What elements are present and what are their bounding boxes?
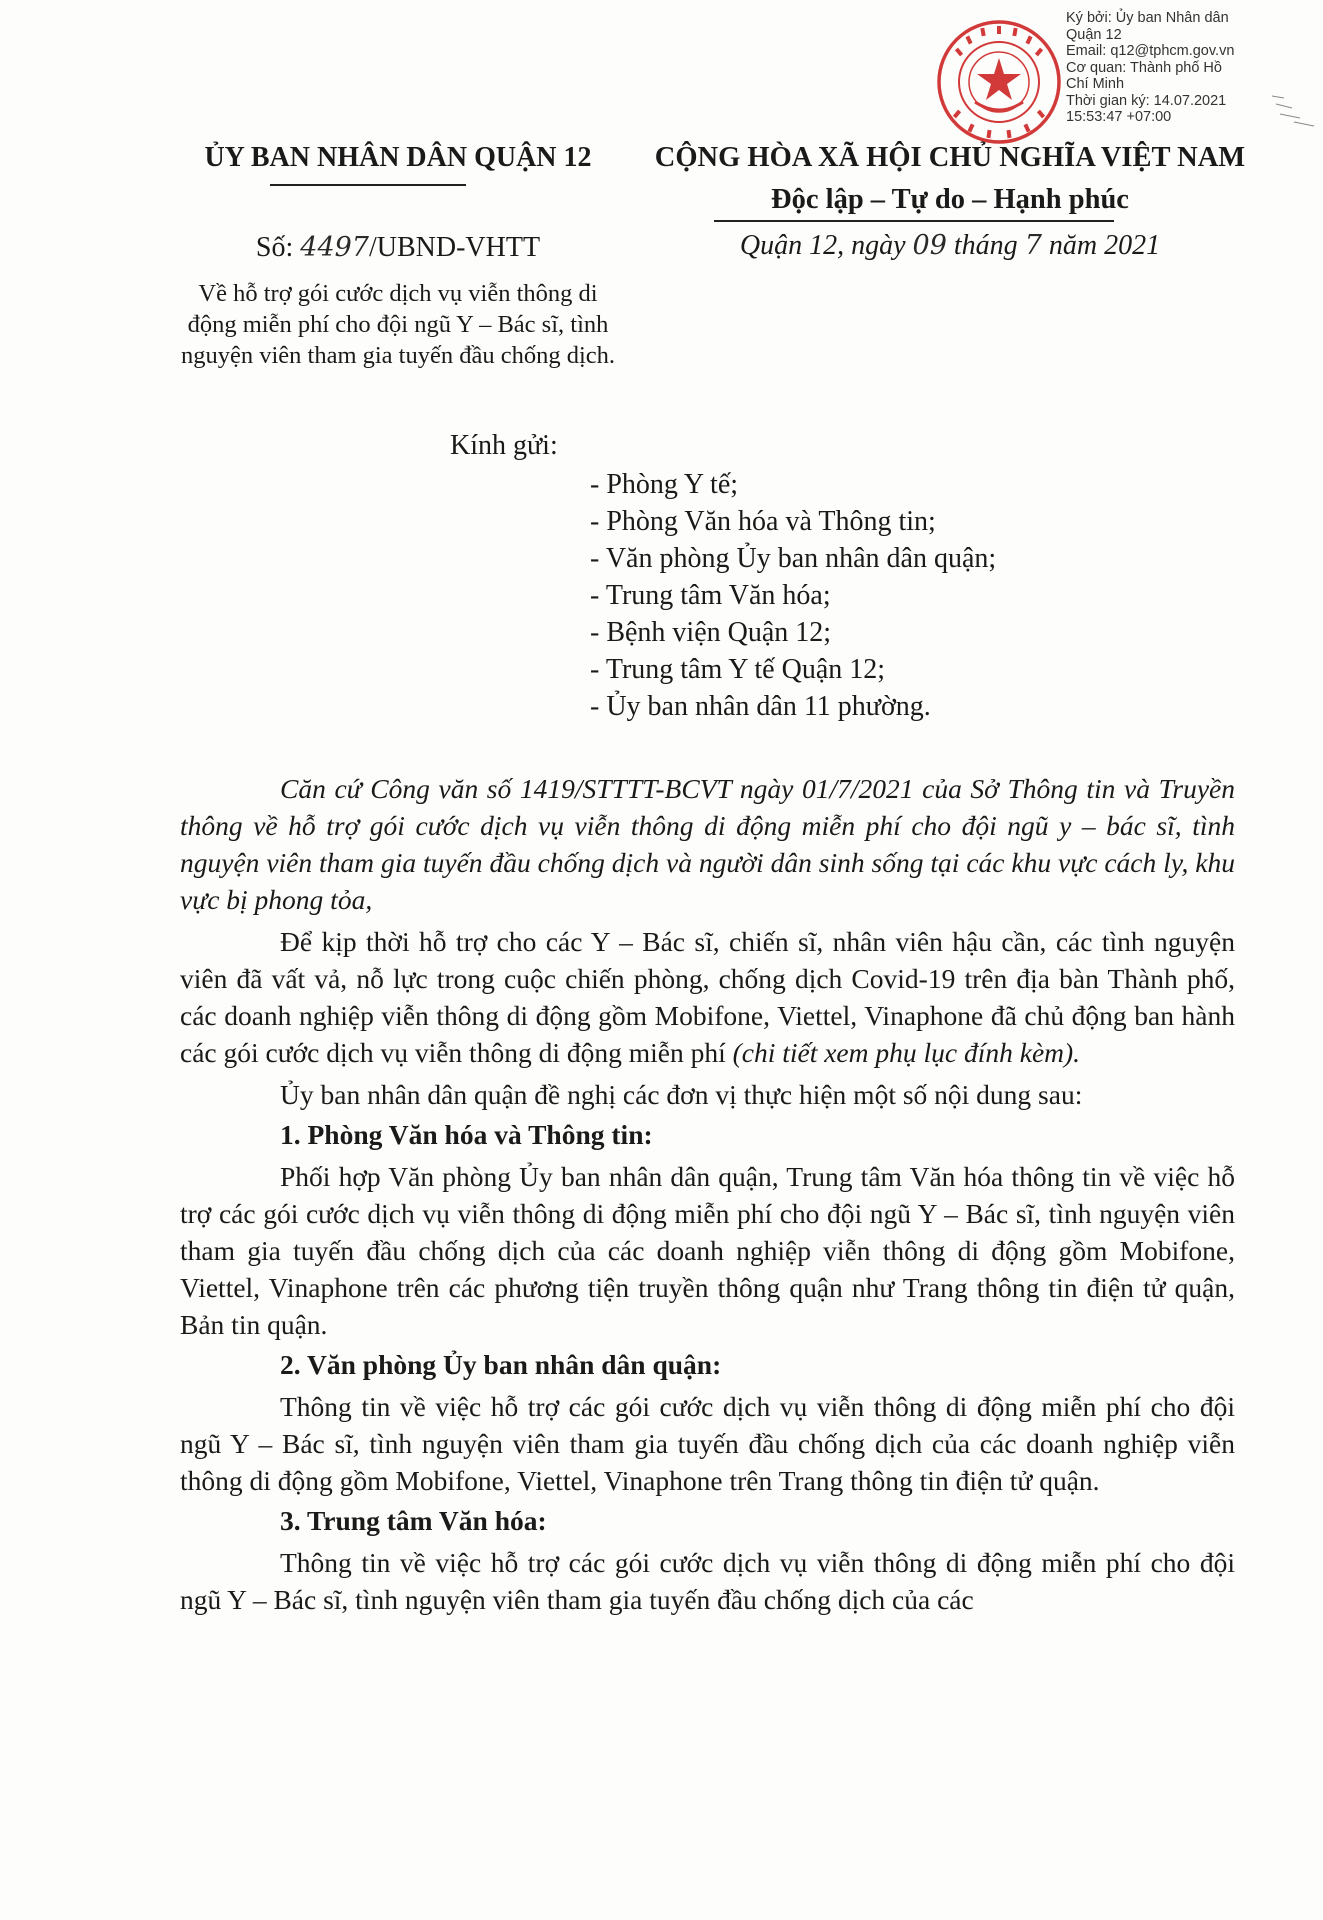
agency-underline: [270, 184, 466, 186]
signature-line: Chí Minh: [1066, 76, 1125, 92]
section-heading-1: 1. Phòng Văn hóa và Thông tin:: [280, 1119, 653, 1150]
issue-date: [605, 230, 1295, 262]
national-motto: Độc lập – Tự do – Hạnh phúc: [771, 184, 1129, 215]
document-number: [178, 232, 618, 264]
doc-no-prefix: Số:: [255, 232, 301, 263]
official-seal: [935, 18, 1063, 146]
date-prefix: Quận 12, ngày: [739, 230, 913, 261]
document-subject: Về hỗ trợ gói cước dịch vụ viễn thông di động miễn phí cho đội ngũ Y – Bác sĩ, tình nguyện viên tham gia tuyến đầu chống dịch.: [180, 280, 616, 369]
section-2-paragraph: Thông tin về việc hỗ trợ các gói cước dịch vụ viễn thông di động miễn phí cho đội ngũ Y – Bác sĩ, tình nguyện viên tham gia tuyến đầu chống dịch của các doanh nghiệp viễn thông di động gồm Mobifone, Viettel, Vinaphone trên Trang thông tin điện tử quận.: [180, 1391, 1235, 1496]
section-1-paragraph: Phối hợp Văn phòng Ủy ban nhân dân quận, Trung tâm Văn hóa thông tin về việc hỗ trợ các gói cước dịch vụ viễn thông di động miễn phí cho đội ngũ Y – Bác sĩ, tình nguyện viên tham gia tuyến đầu chống dịch của các doanh nghiệp viễn thông di động gồm Mobifone, Viettel, Vinaphone trên các phương tiện truyền thông quận như Trang thông tin điện tử quận, Bản tin quận.: [180, 1161, 1235, 1340]
date-suffix: năm 2021: [1041, 230, 1161, 261]
recipient-item: - Trung tâm Y tế Quận 12;: [590, 654, 886, 685]
request-paragraph: Ủy ban nhân dân quận đề nghị các đơn vị thực hiện một số nội dung sau:: [280, 1079, 1083, 1110]
date-month-handwritten: 7: [1024, 230, 1042, 261]
national-title: CỘNG HÒA XÃ HỘI CHỦ NGHĨA VIỆT NAM: [654, 142, 1246, 173]
date-day-handwritten: 09: [912, 230, 947, 261]
recipient-item: - Văn phòng Ủy ban nhân dân quận;: [590, 543, 997, 574]
doc-no-handwritten: 4497: [300, 232, 369, 263]
date-mid: tháng: [946, 230, 1025, 261]
signature-line: Email: q12@tphcm.gov.vn: [1066, 43, 1235, 59]
legal-basis-paragraph: Căn cứ Công văn số 1419/STTTT-BCVT ngày 01/7/2021 của Sở Thông tin và Truyền thông về hỗ trợ gói cước dịch vụ viễn thông di động miễn phí cho đội ngũ y – bác sĩ, tình nguyện viên tham gia tuyến đầu chống dịch và người dân sinh sống tại các khu vực cách ly, khu vực bị phong tỏa,: [180, 773, 1235, 915]
signature-line: Thời gian ký: 14.07.2021: [1066, 92, 1227, 109]
issuing-agency: ỦY BAN NHÂN DÂN QUẬN 12: [204, 142, 592, 173]
context-paragraph: [180, 923, 1235, 1071]
document-body: [180, 770, 1235, 1618]
recipient-item: - Bệnh viện Quận 12;: [590, 617, 832, 648]
recipients-list: [590, 466, 996, 725]
signature-line: Ký bởi: Ủy ban Nhân dân: [1066, 10, 1229, 26]
recipient-item: - Trung tâm Văn hóa;: [590, 580, 831, 611]
signature-line: Cơ quan: Thành phố Hồ: [1066, 59, 1222, 76]
recipients-label: Kính gửi:: [450, 430, 558, 461]
context-note: (chi tiết xem phụ lục đính kèm).: [732, 1037, 1081, 1068]
recipient-item: - Phòng Y tế;: [590, 469, 739, 500]
section-heading-3: 3. Trung tâm Văn hóa:: [280, 1505, 547, 1536]
recipient-item: - Phòng Văn hóa và Thông tin;: [590, 506, 936, 537]
handwritten-mark: [1270, 88, 1320, 128]
doc-no-suffix: /UBND-VHTT: [368, 232, 541, 263]
recipient-item: - Ủy ban nhân dân 11 phường.: [590, 691, 931, 722]
section-heading-2: 2. Văn phòng Ủy ban nhân dân quận:: [280, 1349, 722, 1380]
signature-line: Quận 12: [1066, 26, 1122, 43]
context-text: Để kịp thời hỗ trợ cho các Y – Bác sĩ, chiến sĩ, nhân viên hậu cần, các tình nguyện viên đã vất vả, nỗ lực trong cuộc chiến phòng, chống dịch Covid-19 trên địa bàn Thành phố, các doanh nghiệp viễn thông di động gồm Mobifone, Viettel, Vinaphone đã chủ động ban hành các gói cước dịch vụ viễn thông di động miễn phí: [180, 926, 1235, 1068]
motto-underline: [714, 220, 1114, 222]
section-3-paragraph: Thông tin về việc hỗ trợ các gói cước dịch vụ viễn thông di động miễn phí cho đội ngũ Y – Bác sĩ, tình nguyện viên tham gia tuyến đầu chống dịch của các: [180, 1547, 1235, 1615]
signature-line: 15:53:47 +07:00: [1066, 109, 1172, 125]
